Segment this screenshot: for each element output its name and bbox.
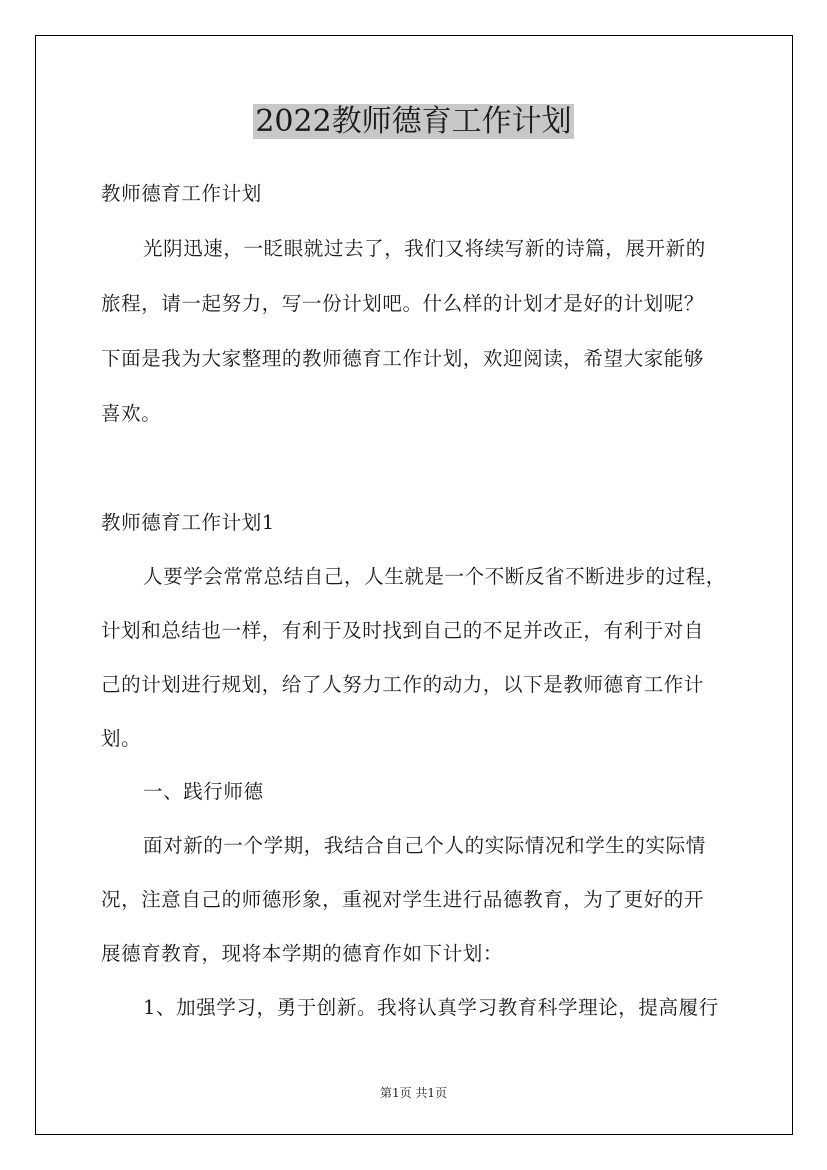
intro-heading: 教师德育工作计划 [101,182,262,205]
paragraph-line: 况，注意自己的师德形象，重视对学生进行品德教育，为了更好的开 [101,888,705,911]
paragraph-line: 1、加强学习，勇于创新。我将认真学习教育科学理论，提高履行 [143,996,719,1019]
paragraph-line: 光阴迅速，一眨眼就过去了，我们又将续写新的诗篇，展开新的 [143,237,706,260]
paragraph-line: 划。 [101,727,142,750]
paragraph-line: 面对新的一个学期，我结合自己个人的实际情况和学生的实际情 [143,834,706,857]
paragraph-line: 下面是我为大家整理的教师德育工作计划，欢迎阅读，希望大家能够 [101,347,705,370]
paragraph-line: 展德育教育，现将本学期的德育作如下计划： [101,942,504,965]
paragraph-line: 喜欢。 [101,402,162,425]
document-title-text: 2022教师德育工作计划 [255,104,572,139]
paragraph-line: 计划和总结也一样，有利于及时找到自己的不足并改正，有利于对自 [101,619,705,642]
page-footer: 第1页 共1页 [379,1086,448,1100]
document-title [0,102,827,142]
subsection-heading: 一、践行师德 [143,780,264,803]
paragraph-line: 旅程，请一起努力，写一份计划吧。什么样的计划才是好的计划呢？ [101,292,705,315]
paragraph-line: 人要学会常常总结自己，人生就是一个不断反省不断进步的过程， [143,565,726,588]
paragraph-line: 己的计划进行规划，给了人努力工作的动力，以下是教师德育工作计 [101,673,705,696]
section-heading: 教师德育工作计划1 [101,511,275,534]
